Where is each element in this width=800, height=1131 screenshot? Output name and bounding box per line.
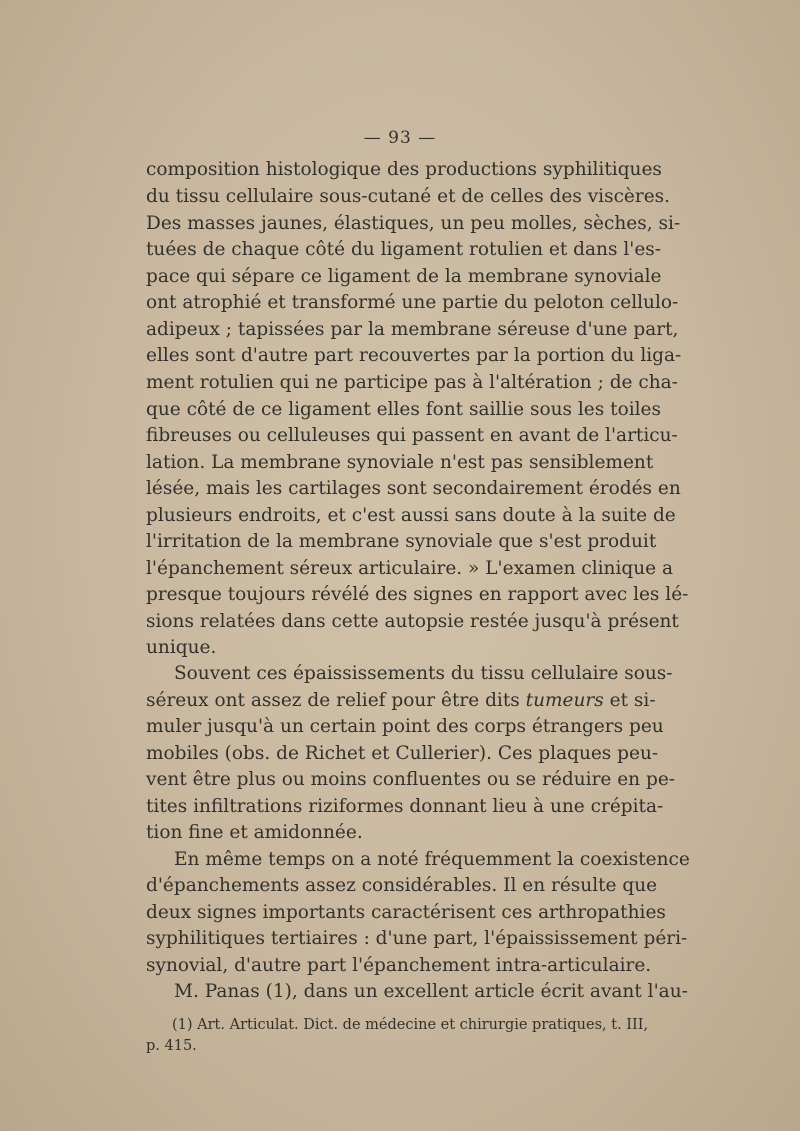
body-line: du tissu cellulaire sous-cutané et de celles des viscères. — [146, 186, 671, 207]
body-line: lésée, mais les cartilages sont secondairement érodés en — [146, 478, 681, 499]
body-line: Souvent ces épaississements du tissu cellulaire sous- — [174, 663, 673, 684]
body-line: tites infiltrations riziformes donnant lieu à une crépita- — [146, 796, 664, 817]
body-line: mobiles (obs. de Richet et Cullerier). Ces plaques peu- — [146, 743, 659, 764]
body-line-text: et si- — [609, 690, 656, 711]
body-line: l'épanchement séreux articulaire. » L'examen clinique a — [146, 558, 673, 579]
body-line-text: séreux ont assez de relief pour être dits — [146, 690, 520, 711]
body-line: pace qui sépare ce ligament de la membrane synoviale — [146, 266, 662, 287]
body-line: plusieurs endroits, et c'est aussi sans doute à la suite de — [146, 505, 676, 526]
body-line: tuées de chaque côté du ligament rotulien et dans l'es- — [146, 239, 662, 260]
footnote-line: p. 415. — [146, 1038, 197, 1054]
body-line: l'irritation de la membrane synoviale que s'est produit — [146, 531, 657, 552]
body-line: Des masses jaunes, élastiques, un peu molles, sèches, si- — [146, 213, 681, 234]
body-line: sions relatées dans cette autopsie restée jusqu'à présent — [146, 611, 679, 632]
italic-term: tumeurs — [525, 690, 604, 711]
page-number: — 93 — — [363, 128, 437, 148]
body-line — [146, 688, 656, 714]
body-line: ont atrophié et transformé une partie du peloton cellulo- — [146, 292, 679, 313]
body-line: ment rotulien qui ne participe pas à l'altération ; de cha- — [146, 372, 678, 393]
body-line: unique. — [146, 637, 217, 658]
body-line: elles sont d'autre part recouvertes par la portion du liga- — [146, 345, 682, 366]
body-line: En même temps on a noté fréquemment la coexistence — [174, 849, 690, 870]
body-line: deux signes importants caractérisent ces arthropathies — [146, 902, 666, 923]
body-line: d'épanchements assez considérables. Il en résulte que — [146, 875, 658, 896]
body-line: presque toujours révélé des signes en rapport avec les lé- — [146, 584, 689, 605]
body-line: fibreuses ou celluleuses qui passent en avant de l'articu- — [146, 425, 678, 446]
body-line: adipeux ; tapissées par la membrane séreuse d'une part, — [146, 319, 679, 340]
body-line: que côté de ce ligament elles font saillie sous les toiles — [146, 399, 661, 420]
body-line: vent être plus ou moins confluentes ou se réduire en pe- — [146, 769, 676, 790]
body-line: composition histologique des productions syphilitiques — [146, 159, 662, 180]
body-line: syphilitiques tertiaires : d'une part, l'épaississement péri- — [146, 928, 688, 949]
body-line: muler jusqu'à un certain point des corps étrangers peu — [146, 716, 664, 737]
body-line: M. Panas (1), dans un excellent article écrit avant l'au- — [174, 981, 688, 1002]
footnote-line: (1) Art. Articulat. Dict. de médecine et chirurgie pratiques, t. III, — [172, 1017, 649, 1033]
body-line: tion fine et amidonnée. — [146, 822, 363, 843]
body-line: lation. La membrane synoviale n'est pas sensiblement — [146, 452, 654, 473]
body-line: synovial, d'autre part l'épanchement intra-articulaire. — [146, 955, 652, 976]
